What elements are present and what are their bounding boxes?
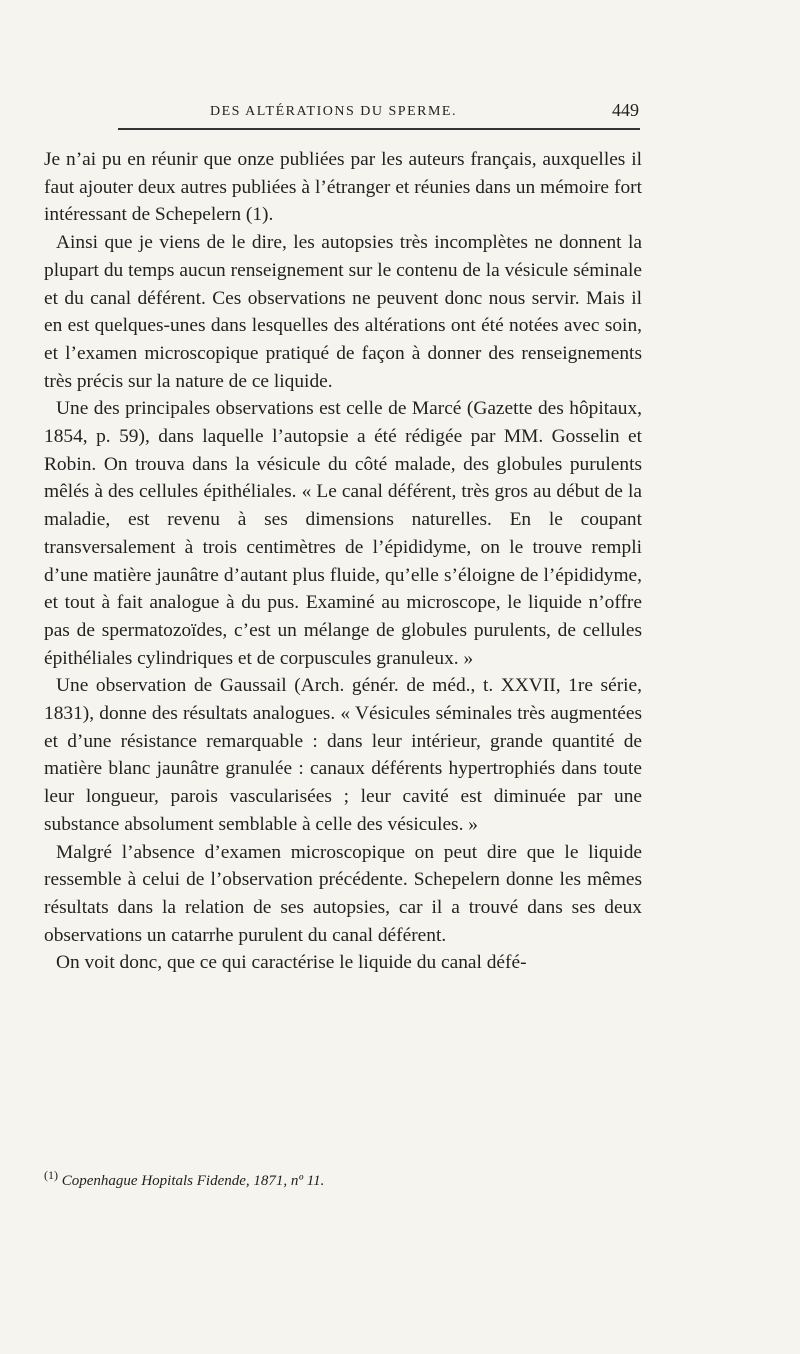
paragraph: Malgré l’absence d’examen microscopique on peut dire que le liquide ressemble à celui de l’observation précédente. Schepelern donne les mêmes résultats dans la relation de ses autopsies, car il a trouvé dans ses deux observations un catarrhe purulent du canal déférent. — [44, 841, 642, 946]
paragraph: Je n’ai pu en réunir que onze publiées par les auteurs français, auxquelles il faut ajouter deux autres publiées à l’étranger et réunies dans un mémoire fort intéressant de Schepelern (1). — [44, 149, 642, 226]
page-number: 449 — [612, 100, 639, 120]
paragraph: Une des principales observations est celle de Marcé (Gazette des hôpitaux, 1854, p. 59), dans laquelle l’autopsie a été rédigée par MM. Gosselin et Robin. On trouva dans la vésicule du côté malade, des globules purulents mêlés à des cellules épithéliales. « Le canal déférent, très gros au début de la maladie, est revenu à ses dimensions naturelles. En le coupant transversalement à trois centimètres de l’épididyme, on le trouve rempli d’une matière jaunâtre d’autant plus fluide, qu’elle s’éloigne de l’épididyme, et tout à fait analogue à du pus. Examiné au microscope, le liquide n’offre pas de spermatozoïdes, c’est un mélange de globules purulents, de cellules épithéliales cylindriques et de corpuscules granuleux. » — [44, 398, 642, 669]
footnote-mark: (1) — [44, 1168, 58, 1182]
body-text — [44, 146, 642, 977]
header-rule — [118, 128, 640, 130]
paragraph: Ainsi que je viens de le dire, les autopsies très incomplètes ne donnent la plupart du temps aucun renseignement sur le contenu de la vésicule séminale et du canal déférent. Ces observations ne peuvent donc nous servir. Mais il en est quelques-unes dans lesquelles des altérations ont été notées avec soin, et l’examen microscopique pratiqué de façon à donner des renseignements très précis sur la nature de ce liquide. — [44, 232, 642, 392]
footnote-text: Copenhague Hopitals Fidende, 1871, nº 11. — [61, 1173, 325, 1189]
running-title: DES ALTÉRATIONS DU SPERME. — [210, 104, 457, 119]
footnote — [44, 1168, 642, 1190]
paragraph: On voit donc, que ce qui caractérise le liquide du canal défé- — [56, 952, 527, 974]
paragraph: Une observation de Gaussail (Arch. génér. de méd., t. XXVII, 1re série, 1831), donne des résultats analogues. « Vésicules séminales très augmentées et d’une résistance remarquable : dans leur intérieur, grande quantité de matière blanc jaunâtre granulée : canaux déférents hypertrophiés dans toute leur longueur, parois vascularisées ; leur cavité est diminuée par une substance absolument semblable à celle des vésicules. » — [44, 675, 642, 835]
